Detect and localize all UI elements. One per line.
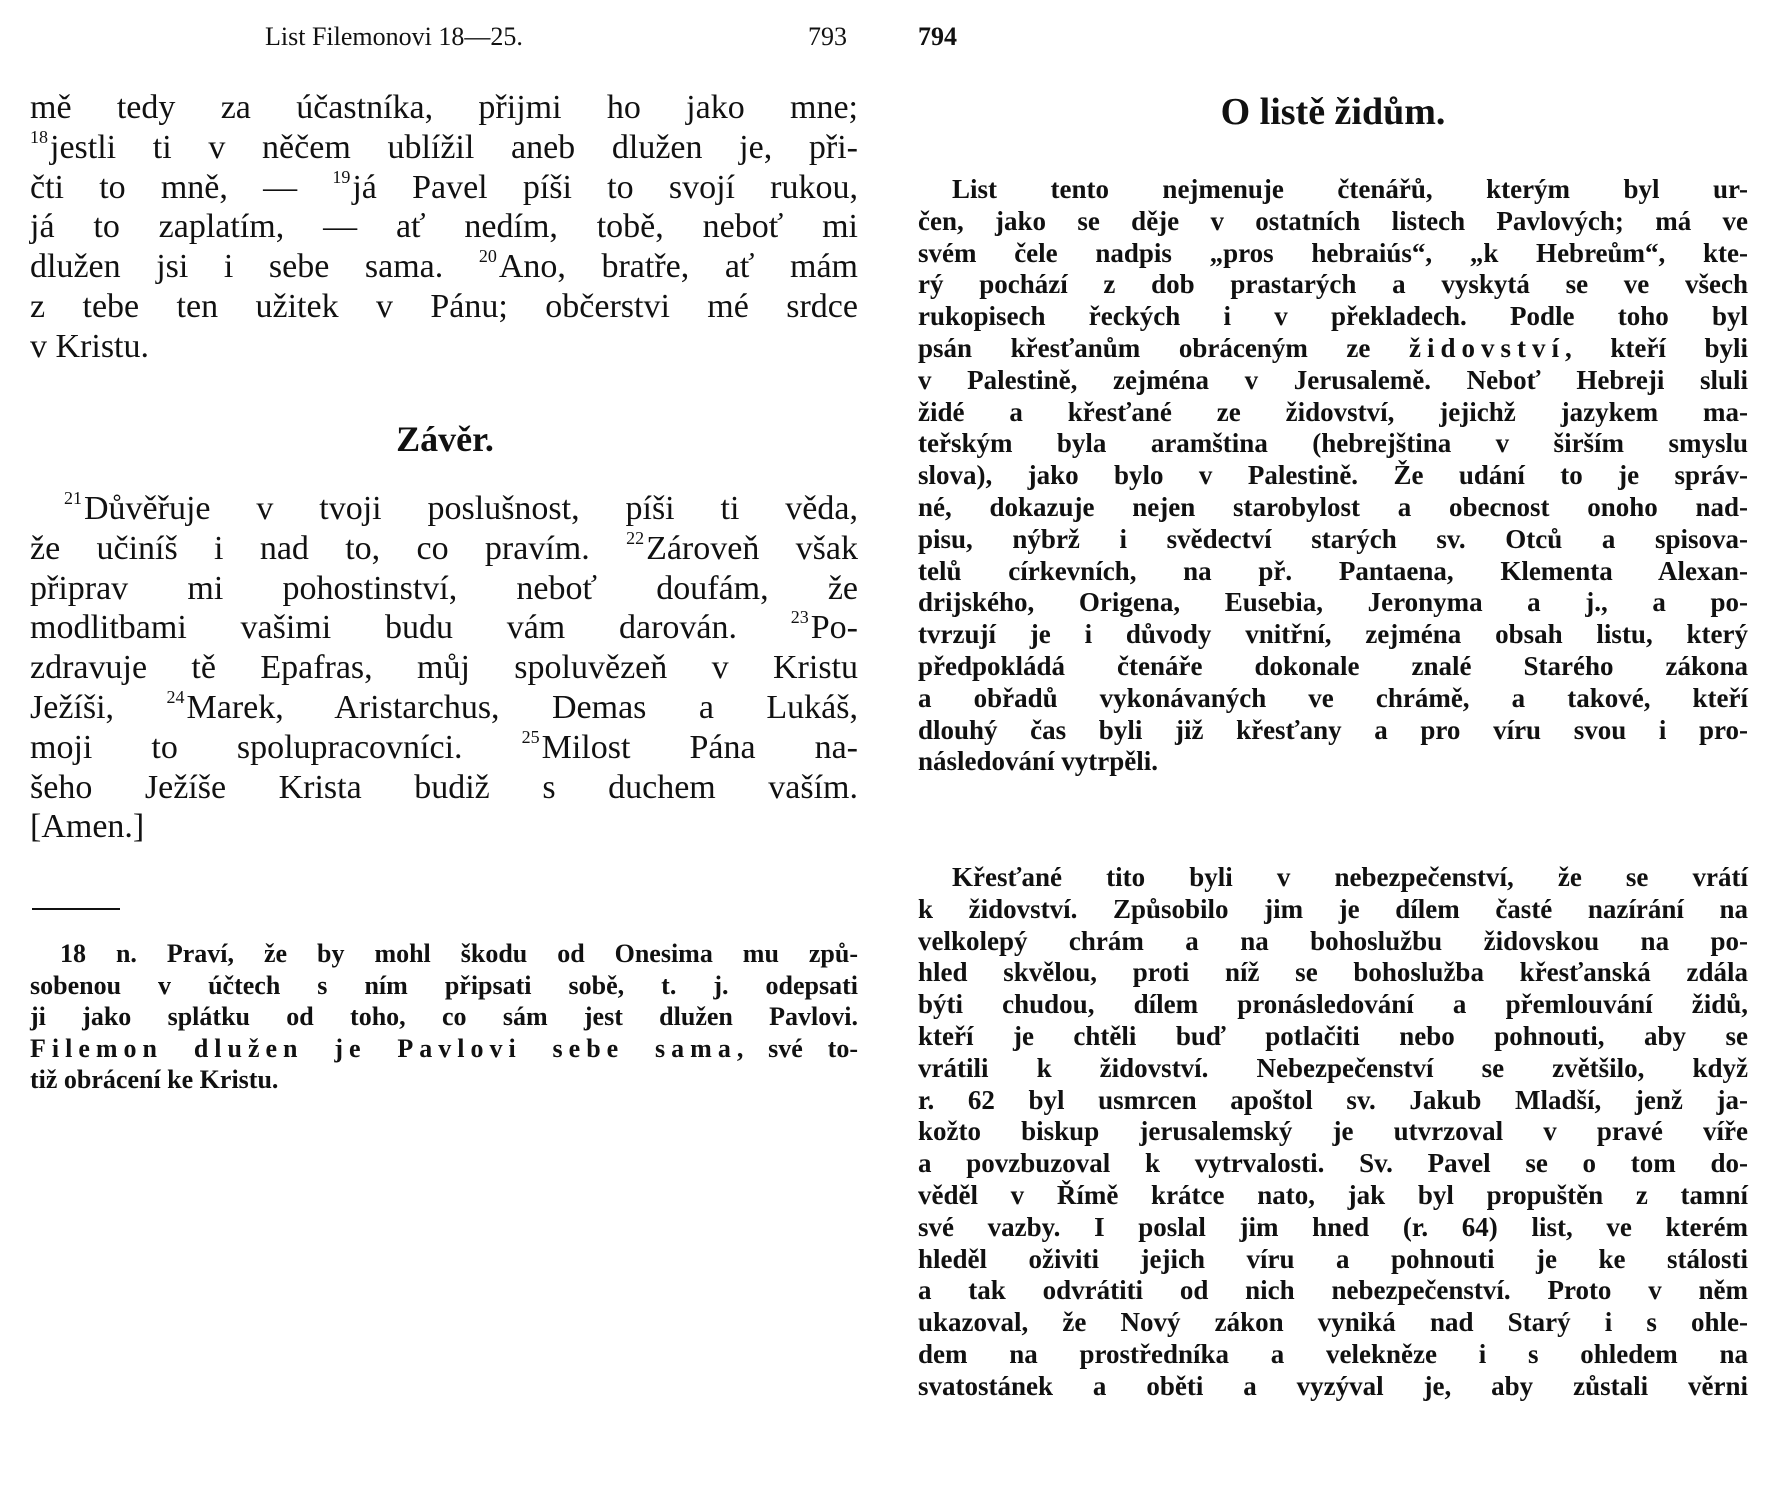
paragraph-line	[918, 333, 1748, 365]
spaced-emphasis: židovství	[1409, 332, 1566, 363]
text-line: mě tedy za účastníka, přijmi ho jako mne;	[30, 89, 858, 126]
text-fragment: psán křesťanům obráceným ze	[918, 332, 1410, 363]
text-line: šeho Ježíše Krista budiž s duchem vaším.	[30, 768, 858, 806]
text-fragment: Marek, Aristarchus, Demas a Lukáš,	[186, 688, 858, 726]
paragraph-line: teřským byla aramština (hebrejština v širším smyslu	[918, 428, 1748, 459]
letter-ending-text	[30, 88, 858, 367]
text-fragment: Zároveň však	[646, 529, 858, 567]
text-fragment: jestli ti v něčem ublížil aneb dlužen je, při-	[50, 128, 858, 166]
footnote-line	[30, 1033, 858, 1065]
paragraph-line: r. 62 byl usmrcen apoštol sv. Jakub Mladší, jenž ja-	[918, 1084, 1748, 1115]
paragraph-line: dlouhý čas byli již křesťany a pro víru svou i pro-	[918, 714, 1748, 745]
verse-number: 22	[626, 527, 645, 548]
text-line: zdravuje tě Epafras, můj spoluvězeň v Kristu	[30, 649, 858, 687]
text-fragment: Ježíši,	[30, 688, 167, 726]
text-fragment: Milost Pána na-	[541, 728, 858, 766]
text-line	[30, 608, 858, 648]
section-heading: Závěr.	[396, 419, 494, 459]
paragraph-line: své vazby. I poslal jim hned (r. 64) list, ve kterém	[918, 1211, 1748, 1242]
paragraph-line: a tak odvrátiti od nich nebezpečenství. Proto v něm	[918, 1275, 1748, 1306]
text-fragment: Důvěřuje v tvoji poslušnost, píši ti věda,	[84, 490, 858, 527]
footnote-line: tiž obrácení ke Kristu.	[30, 1065, 279, 1094]
text-line	[30, 489, 858, 529]
verse-number: 25	[521, 726, 540, 747]
paragraph-line: slova), jako bylo v Palestině. Že udání to je správ-	[918, 460, 1748, 491]
footnote-line: sobenou v účtech s ním připsati sobě, t. j. odepsati	[30, 970, 858, 1000]
paragraph-line: svém čele nadpis „pros hebraiús“, „k Hebreům“, kte-	[918, 237, 1748, 268]
verse-number: 18	[30, 126, 48, 147]
text-fragment: Ano, bratře, ať mám	[498, 248, 858, 286]
text-fragment: čti to mně, —	[30, 168, 333, 206]
paragraph-line: věděl v Římě krátce nato, jak byl propuštěn z tamní	[918, 1179, 1748, 1210]
footnote-divider	[32, 908, 120, 910]
paragraph-line: hled skvělou, proti níž se bohoslužba křesťanská zdála	[918, 957, 1748, 988]
paragraph-line: hleděl oživiti jejich víru a pohnouti je ke stálosti	[918, 1243, 1748, 1274]
paragraph-line: a povzbuzoval k vytrvalosti. Sv. Pavel se o tom do-	[918, 1148, 1748, 1179]
paragraph-line: svatostánek a oběti a vyzýval je, aby zůstali věrni	[918, 1370, 1748, 1401]
introduction-paragraph	[918, 174, 1748, 778]
text-fragment: dlužen jsi i sebe sama.	[30, 248, 479, 286]
paragraph-line: velkolepý chrám a na bohoslužbu židovskou na po-	[918, 925, 1748, 956]
text-line	[30, 529, 858, 569]
paragraph-line: židé a křesťané ze židovství, jejichž jazykem ma-	[918, 396, 1748, 427]
running-title: List Filemonovi 18—25.	[265, 22, 523, 51]
paragraph-line: kožto biskup jerusalemský je utvrzoval v pravé víře	[918, 1116, 1748, 1147]
paragraph-line: tvrzují je i důvody vnitřní, zejména obsah listu, který	[918, 619, 1748, 650]
page-number: 793	[808, 22, 847, 51]
text-fragment: že učiníš i nad to, co pravím.	[30, 529, 627, 567]
text-line	[30, 247, 858, 287]
verse-number: 24	[166, 686, 185, 707]
text-line: v Kristu.	[30, 327, 149, 365]
paragraph-line: pisu, nýbrž i svědectví starých sv. Otců a spisova-	[918, 523, 1748, 554]
paragraph-line: rý pochází z dob prastarých a vyskytá se ve všech	[918, 269, 1748, 300]
text-line	[30, 728, 858, 768]
paragraph-line: rukopisech řeckých i v překladech. Podle toho byl	[918, 301, 1748, 332]
paragraph-line: kteří je chtěli buď potlačiti nebo pohnouti, aby se	[918, 1020, 1748, 1051]
text-fragment: , své to-	[736, 1033, 858, 1063]
paragraph-line: Křesťané tito byli v nebezpečenství, že se vrátí	[952, 862, 1748, 892]
text-line: z tebe ten užitek v Pánu; občerstvi mé srdce	[30, 287, 858, 325]
text-line	[30, 688, 858, 728]
footnote-line: ji jako splátku od toho, co sám jest dlužen Pavlovi.	[30, 1002, 858, 1031]
paragraph-line: čen, jako se děje v ostatních listech Pavlových; má ve	[918, 205, 1748, 236]
footnote	[30, 938, 858, 1096]
paragraph-line: ukazoval, že Nový zákon vyniká nad Starý i s ohle-	[918, 1307, 1748, 1338]
paragraph-line: né, dokazuje nejen starobylost a obecnost onoho nad-	[918, 491, 1748, 522]
text-fragment: já Pavel píši to svojí rukou,	[352, 168, 858, 206]
paragraph-line: a obřadů vykonávaných ve chrámě, a takové, kteří	[918, 682, 1748, 713]
spaced-emphasis: Filemon dlužen je Pavlovi sebe sama	[30, 1033, 737, 1063]
verse-number: 21	[64, 488, 82, 508]
section-heading: O listě židům.	[1220, 91, 1446, 133]
paragraph-line: následování vytrpěli.	[918, 746, 1159, 777]
verse-number: 19	[332, 166, 351, 187]
verse-number: 23	[790, 607, 809, 628]
verse-number: 20	[478, 246, 497, 267]
paragraph-line: telů církevních, na př. Pantaena, Klementa Alexan-	[918, 555, 1748, 586]
text-line	[30, 168, 858, 208]
paragraph-line: předpokládá čtenáře dokonale znalé Starého zákona	[918, 650, 1748, 681]
paragraph-line: býti chudou, dílem pronásledování a přemlouvání židů,	[918, 989, 1748, 1020]
text-line: připrav mi pohostinství, neboť doufám, že	[30, 569, 858, 607]
paragraph-line: v Palestině, zejména v Jerusalemě. Neboť Hebreji sluli	[918, 364, 1748, 395]
text-fragment: moji to spolupracovníci.	[30, 728, 522, 766]
text-fragment: , kteří byli	[1565, 332, 1748, 363]
conclusion-text	[30, 489, 858, 847]
page-number: 794	[918, 22, 957, 51]
footnote-line: 18 n. Praví, že by mohl škodu od Onesima mu způ-	[60, 939, 858, 968]
text-line: [Amen.]	[30, 808, 145, 846]
text-line: já to zaplatím, — ať nedím, tobě, neboť mi	[30, 208, 858, 246]
paragraph-line: drijského, Origena, Eusebia, Jeronyma a j., a po-	[918, 587, 1748, 618]
paragraph-line: dem na prostředníka a velekněze i s ohledem na	[918, 1338, 1748, 1369]
text-fragment: Po-	[810, 609, 858, 647]
paragraph-line: k židovství. Způsobilo jim je dílem časté nazírání na	[918, 893, 1748, 924]
paragraph-line: vrátili k židovství. Nebezpečenství se zvětšilo, když	[918, 1052, 1748, 1083]
paragraph-line: List tento nejmenuje čtenářů, kterým byl ur-	[952, 174, 1748, 204]
introduction-paragraph	[918, 862, 1748, 1403]
text-line	[30, 128, 858, 168]
text-fragment: modlitbami vašimi budu vám darován.	[30, 609, 791, 647]
